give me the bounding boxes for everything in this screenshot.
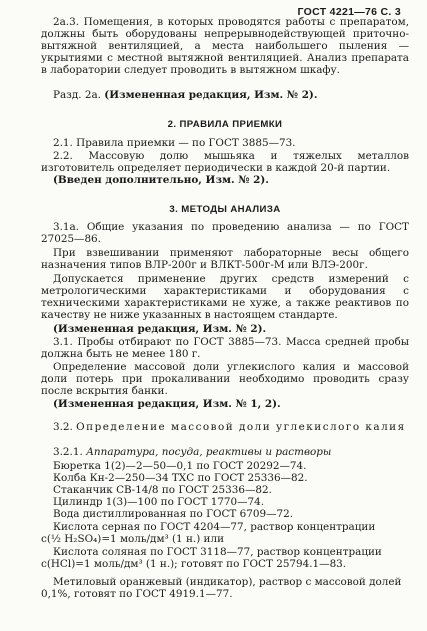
amendment-note: (Измененная редакция, Изм. № 2). xyxy=(104,89,318,101)
equipment-list xyxy=(41,460,409,520)
clause-title: Определение массовой доли углекислого калия xyxy=(76,421,406,433)
section-3-title: 3. МЕТОДЫ АНАЛИЗА xyxy=(169,204,281,215)
acid-hydrochloric-line2: с(HCl)=1 моль/дм³ (1 н.); готовят по ГОСТ 25794.1—83. xyxy=(41,558,347,570)
list-item: Бюретка 1(2)—2—50—0,1 по ГОСТ 20292—74. xyxy=(53,460,307,472)
list-item: Цилиндр 1(3)—100 по ГОСТ 1770—74. xyxy=(53,496,265,509)
acid-hydrochloric-line1: Кислота соляная по ГОСТ 3118—77, раствор концентрации xyxy=(53,546,382,558)
section-2-title: 2. ПРАВИЛА ПРИЕМКИ xyxy=(167,119,283,130)
paragraph-3-1: 3.1. Пробы отбирают по ГОСТ 3885—73. Масса средней пробы должна быть не менее 180 г. xyxy=(41,336,409,361)
paragraph-3-1a: 3.1а. Общие указания по проведению анализа — по ГОСТ 27025—86. xyxy=(41,221,409,246)
paragraph-2-2: 2.2. Массовую долю мышьяка и тяжелых металлов изготовитель определяет периодически в каждой 20-й партии. xyxy=(41,150,409,175)
paragraph-scales: При взвешивании применяют лабораторные весы общего назначения типов ВЛР-200г и ВЛКТ-500г-М или ВЛЭ-200г. xyxy=(41,247,409,272)
clause-title: Аппаратура, посуда, реактивы и растворы xyxy=(86,446,332,458)
acid-sulfuric-line1: Кислота серная по ГОСТ 4204—77, раствор концентрации xyxy=(53,521,376,533)
paragraph-determination: Определение массовой доли углекислого калия и массовой доли потерь при прокаливании необходимо проводить сразу после вскрытия банки. xyxy=(41,361,409,398)
list-item: Вода дистиллированная по ГОСТ 6709—72. xyxy=(53,508,294,521)
list-item: Стаканчик СВ-14/8 по ГОСТ 25336—82. xyxy=(53,484,272,497)
clause-number: 3.2. xyxy=(53,421,73,433)
acid-sulfuric-line2: с(½ H₂SO₄)=1 моль/дм³ (1 н.) или xyxy=(41,533,224,545)
indicator-line1: Метиловый оранжевый (индикатор), раствор с массовой долей xyxy=(53,576,402,588)
paragraph-2-1: 2.1. Правила приемки — по ГОСТ 3885—73. xyxy=(53,137,296,149)
paragraph-3-2-1 xyxy=(41,446,409,458)
paragraph-2-2-note: (Введен дополнительно, Изм. № 2). xyxy=(53,174,269,186)
paragraph-3-1a-note: (Измененная редакция, Изм. № 2). xyxy=(53,323,267,335)
clause-number: 3.2.1. xyxy=(53,446,83,458)
paragraph-2a-note xyxy=(41,89,409,101)
section-ref: Разд. 2а. xyxy=(53,89,101,101)
paragraph-alternatives: Допускается применение других средств измерений с метрологическими характеристиками и оборудования с техническими характеристиками не хуже, а также реактивов по качеству не ниже указанных в настоящем стандарте. xyxy=(41,273,409,322)
list-item: Колба Кн-2—250—34 ТХС по ГОСТ 25336—82. xyxy=(53,472,308,485)
page-header: ГОСТ 4221—76 С. 3 xyxy=(297,6,401,18)
paragraph-3-2 xyxy=(41,421,409,433)
paragraph-3-1-note: (Измененная редакция, Изм. № 1, 2). xyxy=(53,398,281,410)
paragraph-2a3: 2а.3. Помещения, в которых проводятся работы с препаратом, должны быть оборудованы непрерывнодействующей приточно-вытяжной вентиляцией, а места наибольшего пыления — укрытиями с местной вытяжной вентиляцией. Анализ препарата в лаборатории следует проводить в вытяжном шкафу. xyxy=(41,16,409,77)
indicator-line2: 0,1%, готовят по ГОСТ 4919.1—77. xyxy=(41,588,233,600)
